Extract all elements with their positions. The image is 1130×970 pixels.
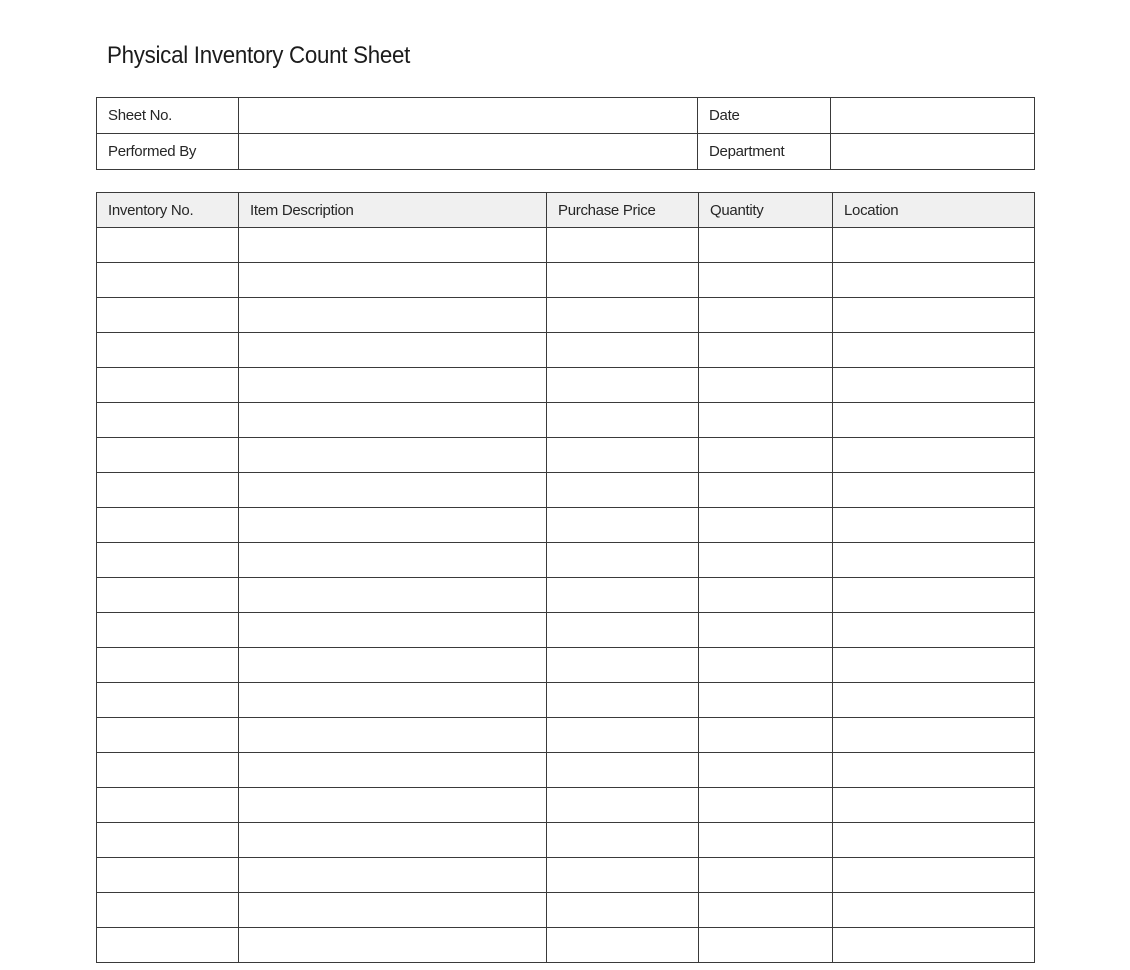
inventory-no-cell[interactable] xyxy=(97,683,239,718)
purchase-price-cell[interactable] xyxy=(547,368,699,403)
performed-by-field[interactable] xyxy=(239,134,698,170)
location-cell[interactable] xyxy=(833,543,1035,578)
location-cell[interactable] xyxy=(833,508,1035,543)
location-cell[interactable] xyxy=(833,578,1035,613)
purchase-price-cell[interactable] xyxy=(547,613,699,648)
location-cell[interactable] xyxy=(833,858,1035,893)
item-description-cell[interactable] xyxy=(239,718,547,753)
sheet-info-row xyxy=(97,98,1035,134)
inventory-no-cell[interactable] xyxy=(97,858,239,893)
item-description-cell[interactable] xyxy=(239,858,547,893)
purchase-price-cell[interactable] xyxy=(547,333,699,368)
inventory-no-cell[interactable] xyxy=(97,298,239,333)
location-cell[interactable] xyxy=(833,228,1035,263)
sheet-no-field[interactable] xyxy=(239,98,698,134)
purchase-price-cell[interactable] xyxy=(547,298,699,333)
item-description-cell[interactable] xyxy=(239,578,547,613)
location-cell[interactable] xyxy=(833,718,1035,753)
item-description-cell[interactable] xyxy=(239,438,547,473)
item-description-cell[interactable] xyxy=(239,893,547,928)
item-description-cell[interactable] xyxy=(239,368,547,403)
item-description-cell[interactable] xyxy=(239,823,547,858)
item-description-cell[interactable] xyxy=(239,788,547,823)
inventory-no-cell[interactable] xyxy=(97,788,239,823)
column-header-inventory-no: Inventory No. xyxy=(97,193,239,228)
table-row xyxy=(97,613,1035,648)
table-row xyxy=(97,333,1035,368)
location-cell[interactable] xyxy=(833,263,1035,298)
table-row xyxy=(97,578,1035,613)
purchase-price-cell[interactable] xyxy=(547,228,699,263)
table-row xyxy=(97,403,1035,438)
table-row xyxy=(97,228,1035,263)
table-row xyxy=(97,718,1035,753)
purchase-price-cell[interactable] xyxy=(547,928,699,963)
department-field[interactable] xyxy=(831,134,1035,170)
purchase-price-cell[interactable] xyxy=(547,858,699,893)
item-description-cell[interactable] xyxy=(239,263,547,298)
quantity-cell[interactable] xyxy=(699,333,833,368)
purchase-price-cell[interactable] xyxy=(547,823,699,858)
quantity-cell[interactable] xyxy=(699,683,833,718)
item-description-cell[interactable] xyxy=(239,473,547,508)
sheet-no-value[interactable] xyxy=(250,98,697,133)
quantity-cell[interactable] xyxy=(699,893,833,928)
inventory-no-cell[interactable] xyxy=(97,403,239,438)
inventory-no-cell[interactable] xyxy=(97,368,239,403)
column-header-item-description: Item Description xyxy=(239,193,547,228)
item-description-cell[interactable] xyxy=(239,333,547,368)
table-row xyxy=(97,298,1035,333)
location-cell[interactable] xyxy=(833,928,1035,963)
quantity-cell[interactable] xyxy=(699,578,833,613)
purchase-price-cell[interactable] xyxy=(547,753,699,788)
quantity-cell[interactable] xyxy=(699,543,833,578)
location-cell[interactable] xyxy=(833,683,1035,718)
table-row xyxy=(97,823,1035,858)
purchase-price-cell[interactable] xyxy=(547,508,699,543)
quantity-cell[interactable] xyxy=(699,473,833,508)
performed-by-value[interactable] xyxy=(250,134,697,169)
inventory-no-cell[interactable] xyxy=(97,508,239,543)
purchase-price-cell[interactable] xyxy=(547,683,699,718)
table-row xyxy=(97,683,1035,718)
quantity-cell[interactable] xyxy=(699,438,833,473)
purchase-price-cell[interactable] xyxy=(547,263,699,298)
table-row xyxy=(97,648,1035,683)
table-row xyxy=(97,893,1035,928)
item-description-cell[interactable] xyxy=(239,753,547,788)
quantity-cell[interactable] xyxy=(699,263,833,298)
quantity-cell[interactable] xyxy=(699,298,833,333)
quantity-cell[interactable] xyxy=(699,403,833,438)
date-value[interactable] xyxy=(842,98,1034,133)
inventory-no-cell[interactable] xyxy=(97,333,239,368)
table-row xyxy=(97,858,1035,893)
page-title: Physical Inventory Count Sheet xyxy=(107,42,411,69)
location-cell[interactable] xyxy=(833,473,1035,508)
inventory-no-cell[interactable] xyxy=(97,438,239,473)
purchase-price-cell[interactable] xyxy=(547,788,699,823)
inventory-no-cell[interactable] xyxy=(97,578,239,613)
item-description-cell[interactable] xyxy=(239,613,547,648)
purchase-price-cell[interactable] xyxy=(547,473,699,508)
date-label: Date xyxy=(698,98,831,134)
table-row xyxy=(97,473,1035,508)
table-row xyxy=(97,543,1035,578)
sheet-no-label: Sheet No. xyxy=(97,98,239,134)
purchase-price-cell[interactable] xyxy=(547,403,699,438)
location-cell[interactable] xyxy=(833,823,1035,858)
table-row xyxy=(97,508,1035,543)
inventory-table-body xyxy=(97,228,1035,963)
item-description-cell[interactable] xyxy=(239,928,547,963)
performed-by-label: Performed By xyxy=(97,134,239,170)
quantity-cell[interactable] xyxy=(699,753,833,788)
inventory-no-cell[interactable] xyxy=(97,893,239,928)
inventory-no-cell[interactable] xyxy=(97,928,239,963)
inventory-no-cell[interactable] xyxy=(97,263,239,298)
location-cell[interactable] xyxy=(833,613,1035,648)
column-header-purchase-price: Purchase Price xyxy=(547,193,699,228)
location-cell[interactable] xyxy=(833,648,1035,683)
location-cell[interactable] xyxy=(833,403,1035,438)
location-cell[interactable] xyxy=(833,368,1035,403)
location-cell[interactable] xyxy=(833,298,1035,333)
location-cell[interactable] xyxy=(833,438,1035,473)
quantity-cell[interactable] xyxy=(699,928,833,963)
purchase-price-cell[interactable] xyxy=(547,543,699,578)
quantity-cell[interactable] xyxy=(699,823,833,858)
inventory-no-cell[interactable] xyxy=(97,718,239,753)
purchase-price-cell[interactable] xyxy=(547,438,699,473)
purchase-price-cell[interactable] xyxy=(547,578,699,613)
location-cell[interactable] xyxy=(833,753,1035,788)
department-label: Department xyxy=(698,134,831,170)
column-header-quantity: Quantity xyxy=(699,193,833,228)
inventory-no-cell[interactable] xyxy=(97,613,239,648)
table-row xyxy=(97,368,1035,403)
location-cell[interactable] xyxy=(833,893,1035,928)
table-row xyxy=(97,263,1035,298)
item-description-cell[interactable] xyxy=(239,543,547,578)
location-cell[interactable] xyxy=(833,333,1035,368)
purchase-price-cell[interactable] xyxy=(547,718,699,753)
table-row xyxy=(97,788,1035,823)
item-description-cell[interactable] xyxy=(239,403,547,438)
item-description-cell[interactable] xyxy=(239,228,547,263)
inventory-no-cell[interactable] xyxy=(97,823,239,858)
column-header-location: Location xyxy=(833,193,1035,228)
inventory-header-row xyxy=(97,193,1035,228)
item-description-cell[interactable] xyxy=(239,683,547,718)
quantity-cell[interactable] xyxy=(699,613,833,648)
inventory-table xyxy=(96,192,1035,963)
quantity-cell[interactable] xyxy=(699,788,833,823)
table-row xyxy=(97,753,1035,788)
sheet-info-row xyxy=(97,134,1035,170)
quantity-cell[interactable] xyxy=(699,228,833,263)
item-description-cell[interactable] xyxy=(239,508,547,543)
inventory-no-cell[interactable] xyxy=(97,228,239,263)
quantity-cell[interactable] xyxy=(699,508,833,543)
date-field[interactable] xyxy=(831,98,1035,134)
quantity-cell[interactable] xyxy=(699,648,833,683)
inventory-no-cell[interactable] xyxy=(97,543,239,578)
purchase-price-cell[interactable] xyxy=(547,893,699,928)
quantity-cell[interactable] xyxy=(699,368,833,403)
table-row xyxy=(97,928,1035,963)
quantity-cell[interactable] xyxy=(699,858,833,893)
purchase-price-cell[interactable] xyxy=(547,648,699,683)
department-value[interactable] xyxy=(842,134,1034,169)
inventory-no-cell[interactable] xyxy=(97,648,239,683)
item-description-cell[interactable] xyxy=(239,298,547,333)
sheet-info-table xyxy=(96,97,1035,170)
table-row xyxy=(97,438,1035,473)
item-description-cell[interactable] xyxy=(239,648,547,683)
quantity-cell[interactable] xyxy=(699,718,833,753)
inventory-no-cell[interactable] xyxy=(97,473,239,508)
location-cell[interactable] xyxy=(833,788,1035,823)
inventory-no-cell[interactable] xyxy=(97,753,239,788)
